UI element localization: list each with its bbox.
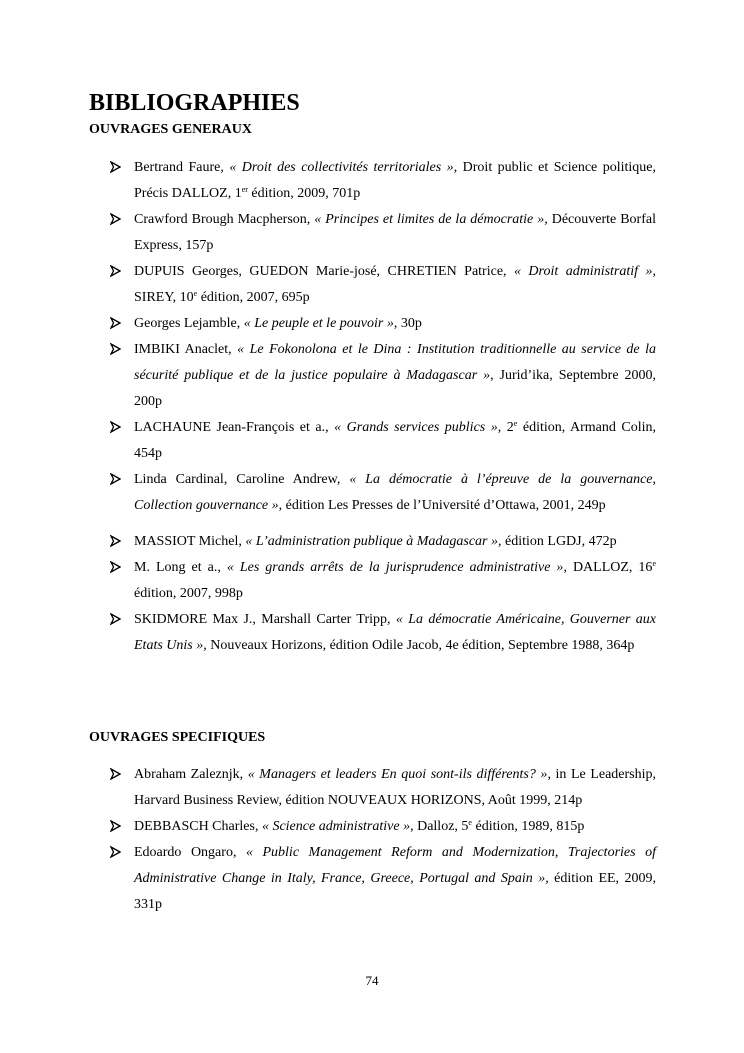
superscript-text: e	[193, 289, 198, 298]
arrow-bullet-icon	[110, 768, 121, 780]
reference-text: Edoardo Ongaro,	[134, 845, 246, 860]
reference-text: Bertrand Faure,	[134, 160, 230, 175]
reference-entry	[134, 155, 656, 207]
reference-title: « Le peuple et le pouvoir »	[243, 316, 394, 331]
reference-text: édition, 2007, 695p	[197, 290, 310, 305]
reference-text: édition, Armand Colin, 454p	[134, 420, 657, 461]
arrow-bullet-icon	[110, 161, 121, 173]
section-heading-specific: OUVRAGES SPECIFIQUES	[89, 730, 266, 745]
page-title: BIBLIOGRAPHIES	[89, 90, 300, 116]
reference-entry	[134, 415, 656, 467]
arrow-bullet-icon	[110, 473, 121, 485]
reference-text: , Nouveaux Horizons, édition Odile Jacob, 4e édition, Septembre 1988, 364p	[203, 638, 635, 653]
reference-text: , édition Les Presses de l’Université d’Ottawa, 2001, 249p	[278, 498, 606, 513]
reference-text: édition EE, 2009, 331p	[134, 871, 656, 912]
reference-text: DEBBASCH Charles,	[134, 819, 262, 834]
reference-title: « Principes et limites de la démocratie »	[314, 212, 545, 227]
reference-text: , DALLOZ, 16	[563, 560, 653, 575]
reference-title: « L’administration publique à Madagascar »	[245, 534, 499, 549]
reference-text: , Découverte Borfal Express, 157p	[134, 212, 656, 253]
reference-entry	[134, 840, 656, 918]
reference-text: SKIDMORE Max J., Marshall Carter Tripp,	[134, 612, 396, 627]
arrow-bullet-icon	[110, 535, 121, 547]
arrow-bullet-icon	[110, 421, 121, 433]
reference-entry	[134, 607, 656, 659]
reference-text: Crawford Brough Macpherson,	[134, 212, 315, 227]
superscript-text: e	[513, 419, 518, 428]
arrow-bullet-icon	[110, 213, 121, 225]
reference-text: IMBIKI Anaclet,	[134, 342, 238, 357]
reference-list-specific	[0, 762, 744, 918]
reference-entry	[134, 529, 656, 555]
reference-entry	[134, 762, 656, 814]
reference-text: édition, 1989, 815p	[471, 819, 585, 834]
reference-text: DUPUIS Georges, GUEDON Marie-josé, CHRETIEN Patrice,	[134, 264, 514, 279]
reference-title: « La démocratie Américaine, Gouverner aux Etats Unis »	[134, 612, 657, 653]
reference-entry	[134, 207, 656, 259]
reference-text: , Dalloz, 5	[410, 819, 469, 834]
reference-entry	[134, 311, 656, 337]
reference-text: édition, 2009, 701p	[247, 186, 361, 201]
arrow-bullet-icon	[110, 343, 121, 355]
arrow-bullet-icon	[110, 820, 121, 832]
arrow-bullet-icon	[110, 265, 121, 277]
reference-text: , édition LGDJ, 472p	[498, 534, 617, 549]
reference-title: « Public Management Reform and Modernization, Trajectories of Administrative Change in Italy, France, Greece, Portugal and Spain »,	[134, 845, 656, 886]
reference-text: MASSIOT Michel,	[134, 534, 246, 549]
reference-entry	[134, 337, 656, 415]
reference-text: Georges Lejamble,	[134, 316, 244, 331]
arrow-bullet-icon	[110, 317, 121, 329]
reference-text: , 2	[497, 420, 514, 435]
reference-text: , Jurid’ika, Septembre 2000, 200p	[134, 368, 656, 409]
reference-text: , Droit public et Science politique, Précis DALLOZ, 1	[134, 160, 657, 201]
reference-text: LACHAUNE Jean-François et a.,	[134, 420, 335, 435]
reference-title: « Managers et leaders En quoi sont-ils différents? »	[247, 767, 548, 782]
page-number: 74	[365, 973, 379, 988]
reference-text: , 30p	[393, 316, 422, 331]
reference-text: Abraham Zaleznjk,	[134, 767, 248, 782]
superscript-text: e	[652, 559, 656, 568]
reference-entry	[134, 555, 656, 607]
reference-title: « Droit des collectivités territoriales »	[229, 160, 454, 175]
reference-entry	[134, 259, 656, 311]
arrow-bullet-icon	[110, 561, 121, 573]
reference-text: Linda Cardinal, Caroline Andrew,	[134, 472, 350, 487]
reference-title: « Droit administratif »	[513, 264, 653, 279]
arrow-bullet-icon	[110, 613, 121, 625]
reference-entry	[134, 467, 656, 519]
reference-text: , SIREY, 10	[134, 264, 656, 305]
superscript-text: e	[468, 818, 472, 827]
reference-title: « Grands services publics »	[334, 420, 498, 435]
reference-text: édition, 2007, 998p	[134, 586, 243, 601]
section-heading-general: OUVRAGES GENERAUX	[89, 122, 252, 137]
superscript-text: er	[241, 185, 248, 194]
reference-entry	[134, 814, 656, 840]
reference-title: « La démocratie à l’épreuve de la gouvernance, Collection gouvernance »	[134, 472, 657, 513]
reference-list-general	[0, 155, 744, 659]
reference-text: , in Le Leadership, Harvard Business Review, édition NOUVEAUX HORIZONS, Août 1999, 214p	[134, 767, 657, 808]
arrow-bullet-icon	[110, 846, 121, 858]
reference-title: « Science administrative »	[261, 819, 411, 834]
reference-title: « Le Fokonolona et le Dina : Institution traditionnelle au service de la sécurité publique et de la justice populaire à Madagascar »	[134, 342, 656, 383]
reference-text: M. Long et a.,	[134, 560, 227, 575]
reference-title: « Les grands arrêts de la jurisprudence administrative »	[226, 560, 564, 575]
